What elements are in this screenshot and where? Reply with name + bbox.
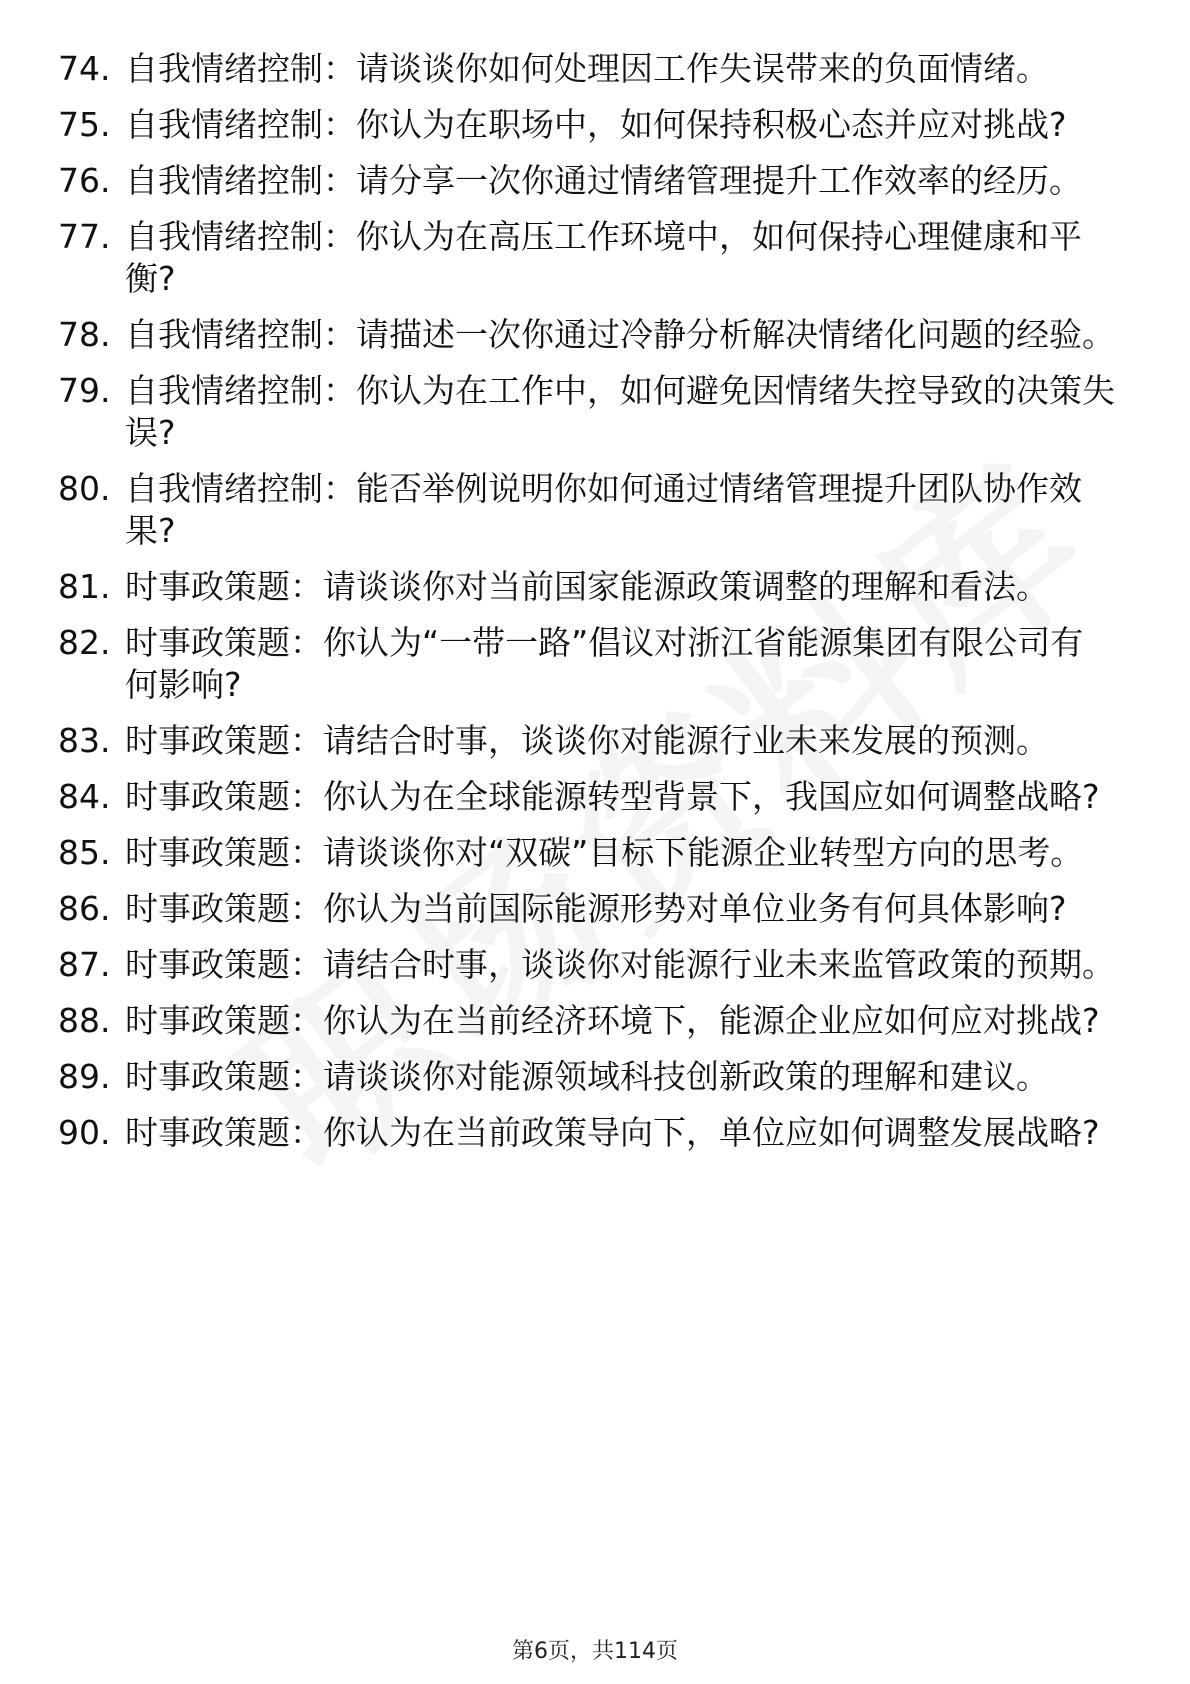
question-number: 87.: [58, 945, 111, 984]
question-number: 90.: [58, 1113, 111, 1152]
question-text: 自我情绪控制：能否举例说明你如何通过情绪管理提升团队协作效果?: [125, 469, 1082, 550]
question-item: [0, 1000, 1190, 1042]
question-item: [0, 216, 1190, 300]
question-item: [0, 1112, 1190, 1154]
question-item: [0, 314, 1190, 356]
question-number: 74.: [58, 49, 111, 88]
question-text: 时事政策题：请谈谈你对当前国家能源政策调整的理解和看法。: [125, 567, 1049, 606]
question-number: 85.: [58, 833, 111, 872]
question-number: 89.: [58, 1057, 111, 1096]
question-item: [0, 720, 1190, 762]
question-text: 自我情绪控制：请谈谈你如何处理因工作失误带来的负面情绪。: [125, 49, 1049, 88]
question-text: 自我情绪控制：你认为在高压工作环境中，如何保持心理健康和平衡?: [125, 217, 1082, 298]
question-text: 时事政策题：请谈谈你对能源领域科技创新政策的理解和建议。: [125, 1057, 1049, 1096]
question-number: 81.: [58, 567, 111, 606]
question-item: [0, 622, 1190, 706]
question-item: [0, 370, 1190, 454]
question-item: [0, 776, 1190, 818]
question-item: [0, 48, 1190, 90]
question-item: [0, 832, 1190, 874]
page-number-label: 第6页，共114页: [512, 1639, 678, 1664]
question-item: [0, 888, 1190, 930]
question-number: 77.: [58, 217, 111, 256]
question-item: [0, 944, 1190, 986]
question-text: 时事政策题：你认为“一带一路”倡议对浙江省能源集团有限公司有何影响?: [125, 623, 1084, 704]
question-text: 时事政策题：你认为在当前经济环境下，能源企业应如何应对挑战?: [125, 1001, 1100, 1040]
question-item: [0, 468, 1190, 552]
question-text: 时事政策题：请结合时事，谈谈你对能源行业未来监管政策的预期。: [125, 945, 1115, 984]
question-text: 自我情绪控制：请描述一次你通过冷静分析解决情绪化问题的经验。: [125, 315, 1115, 354]
question-text: 时事政策题：你认为在当前政策导向下，单位应如何调整发展战略?: [125, 1113, 1100, 1152]
question-number: 83.: [58, 721, 111, 760]
question-text: 自我情绪控制：请分享一次你通过情绪管理提升工作效率的经历。: [125, 161, 1082, 200]
question-text: 自我情绪控制：你认为在职场中，如何保持积极心态并应对挑战?: [125, 105, 1067, 144]
question-list: [0, 48, 1190, 1168]
question-number: 76.: [58, 161, 111, 200]
page-footer: [0, 1634, 1190, 1665]
question-number: 78.: [58, 315, 111, 354]
question-item: [0, 104, 1190, 146]
question-item: [0, 566, 1190, 608]
question-number: 82.: [58, 623, 111, 662]
question-text: 自我情绪控制：你认为在工作中，如何避免因情绪失控导致的决策失误?: [125, 371, 1115, 452]
question-text: 时事政策题：请结合时事，谈谈你对能源行业未来发展的预测。: [125, 721, 1049, 760]
question-number: 80.: [58, 469, 111, 508]
question-number: 75.: [58, 105, 111, 144]
question-number: 86.: [58, 889, 111, 928]
question-item: [0, 160, 1190, 202]
question-text: 时事政策题：你认为当前国际能源形势对单位业务有何具体影响?: [125, 889, 1067, 928]
question-number: 84.: [58, 777, 111, 816]
question-number: 88.: [58, 1001, 111, 1040]
question-text: 时事政策题：请谈谈你对“双碳”目标下能源企业转型方向的思考。: [125, 833, 1084, 872]
question-text: 时事政策题：你认为在全球能源转型背景下，我国应如何调整战略?: [125, 777, 1100, 816]
question-number: 79.: [58, 371, 111, 410]
question-item: [0, 1056, 1190, 1098]
